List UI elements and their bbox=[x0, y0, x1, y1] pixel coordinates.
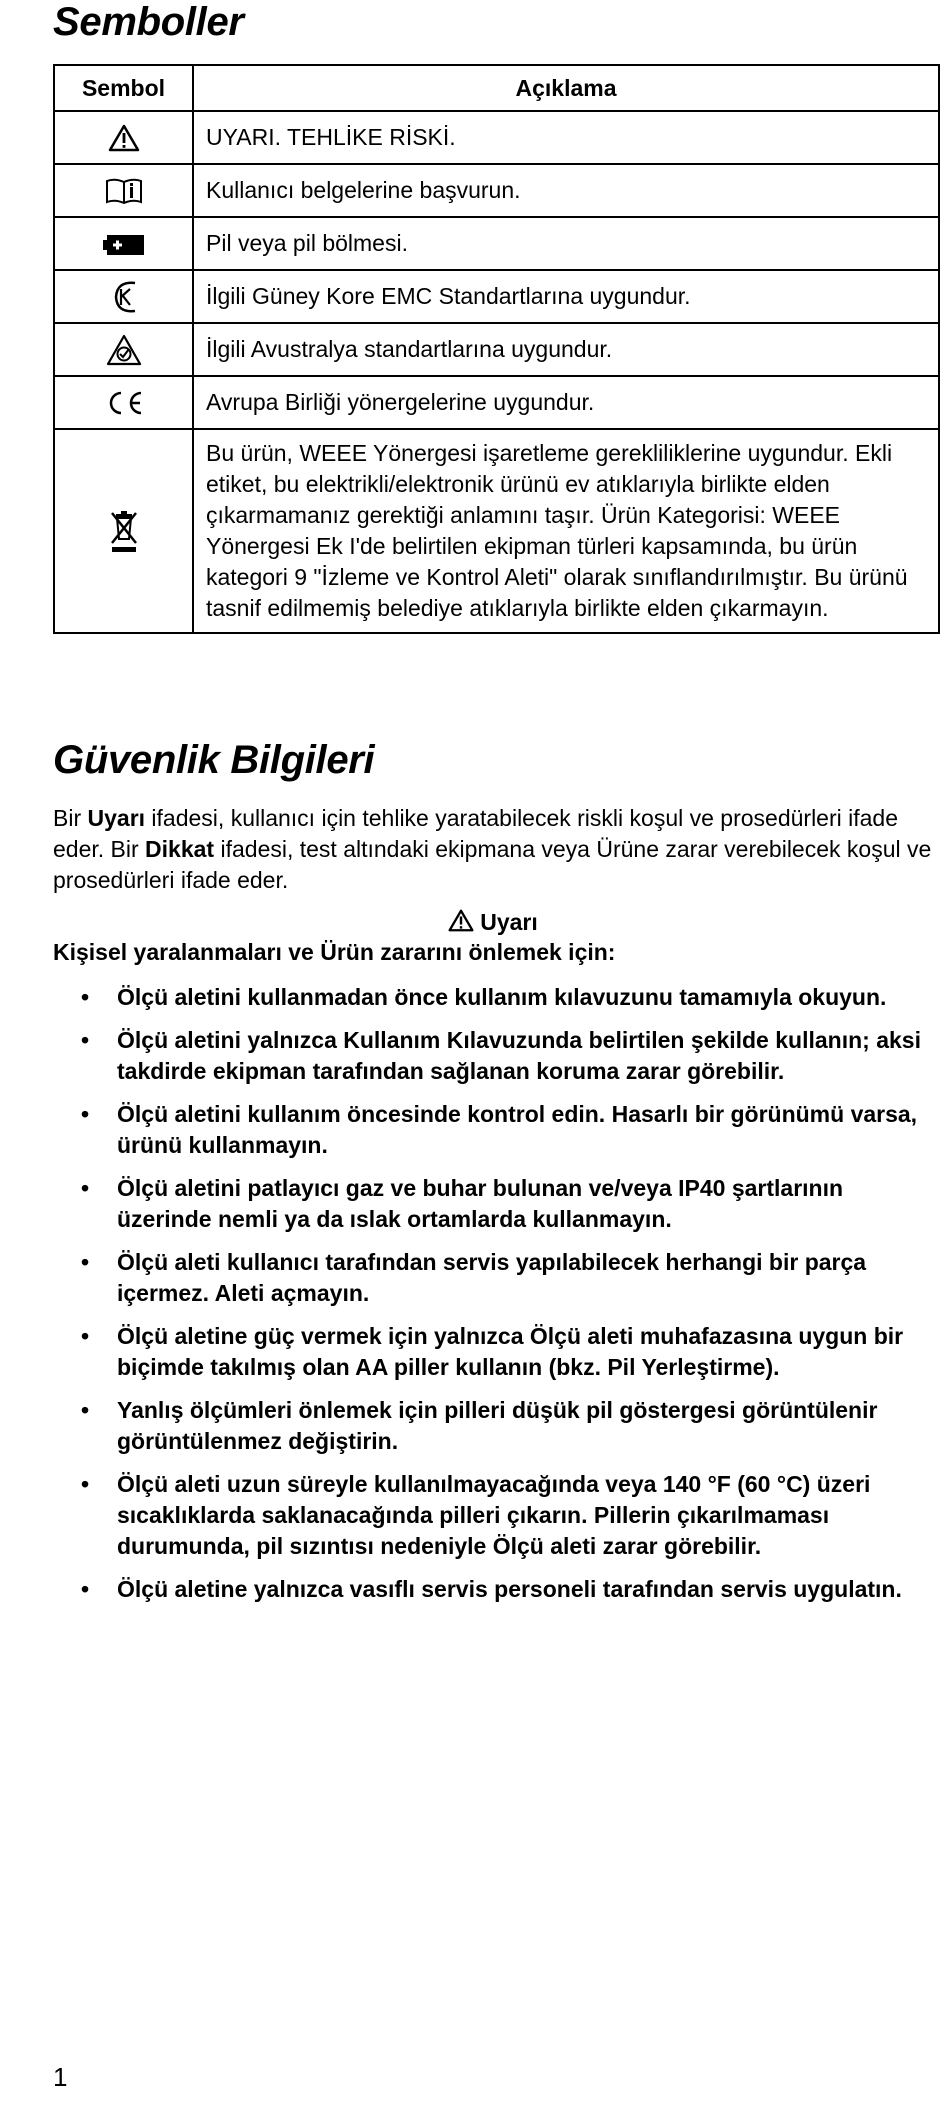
bullet-marker: • bbox=[81, 1027, 90, 1053]
warning-intro: Kişisel yaralanmaları ve Ürün zararını önlemek için: bbox=[53, 939, 616, 965]
warning-triangle-icon bbox=[448, 909, 474, 932]
symbols-title: Semboller bbox=[53, 0, 244, 44]
table-row bbox=[54, 323, 939, 376]
ce-mark-icon bbox=[104, 390, 144, 416]
list-item bbox=[53, 1469, 943, 1562]
symbol-column-header: Sembol bbox=[54, 65, 193, 111]
table-row bbox=[54, 111, 939, 164]
bullet-marker: • bbox=[81, 984, 90, 1010]
bullet-marker: • bbox=[81, 1249, 90, 1275]
symbol-description: Bu ürün, WEEE Yönergesi işaretleme gerekliliklerine uygundur. Ekli etiket, bu elektrikli/elektronik ürünü ev atıklarıyla birlikte elden çıkarmamanız gerektiği anlamını taşır. Ürün Kategorisi: WEEE Yönergesi Ek I'de belirtilen ekipman türleri kapsamında, bu ürün kategori 9 "İzleme ve Kontrol Aleti" olarak sınıflandırılmıştır. Bu ürünü tasnif edilmemiş belediye atıklarıyla birlikte elden çıkarmayın. bbox=[193, 429, 939, 633]
warning-heading-label: Uyarı bbox=[480, 909, 538, 935]
list-item bbox=[53, 1321, 943, 1383]
list-item-text: Yanlış ölçümleri önlemek için pilleri düşük pil göstergesi görüntülenir görüntülenmez değiştirin. bbox=[117, 1397, 878, 1454]
page-number: 1 bbox=[53, 2062, 68, 2092]
symbol-description: UYARI. TEHLİKE RİSKİ. bbox=[193, 111, 939, 164]
list-item bbox=[53, 1173, 943, 1235]
bullet-marker: • bbox=[81, 1101, 90, 1127]
list-item bbox=[53, 982, 943, 1013]
warning-bullet-list bbox=[53, 982, 943, 1617]
table-header-row bbox=[54, 65, 939, 111]
list-item-text: Ölçü aleti kullanıcı tarafından servis yapılabilecek herhangi bir parça içermez. Aleti açmayın. bbox=[117, 1249, 867, 1306]
table-row bbox=[54, 376, 939, 429]
list-item bbox=[53, 1099, 943, 1161]
battery-icon bbox=[103, 234, 145, 256]
list-item-text: Ölçü aletine yalnızca vasıflı servis personeli tarafından servis uygulatın. bbox=[117, 1576, 902, 1602]
user-manual-icon bbox=[105, 178, 143, 204]
table-row bbox=[54, 217, 939, 270]
list-item-text: Ölçü aletini kullanmadan önce kullanım kılavuzunu tamamıyla okuyun. bbox=[117, 984, 887, 1010]
symbol-description: İlgili Avustralya standartlarına uygundur. bbox=[193, 323, 939, 376]
table-row bbox=[54, 429, 939, 633]
symbol-description: Avrupa Birliği yönergelerine uygundur. bbox=[193, 376, 939, 429]
symbol-description: İlgili Güney Kore EMC Standartlarına uygundur. bbox=[193, 270, 939, 323]
bullet-marker: • bbox=[81, 1576, 90, 1602]
list-item bbox=[53, 1574, 943, 1605]
symbol-description: Kullanıcı belgelerine başvurun. bbox=[193, 164, 939, 217]
warning-heading bbox=[53, 909, 933, 936]
bullet-marker: • bbox=[81, 1175, 90, 1201]
caution-term: Dikkat bbox=[145, 836, 215, 862]
safety-intro-paragraph bbox=[53, 803, 933, 896]
bullet-marker: • bbox=[81, 1471, 90, 1497]
list-item bbox=[53, 1395, 943, 1457]
list-item-text: Ölçü aletini yalnızca Kullanım Kılavuzunda belirtilen şekilde kullanın; aksi takdirde ekipman tarafından sağlanan koruma zarar görebilir. bbox=[117, 1027, 921, 1084]
korea-kc-mark-icon bbox=[111, 279, 137, 315]
list-item-text: Ölçü aletini kullanım öncesinde kontrol edin. Hasarlı bir görünümü varsa, ürünü kullanmayın. bbox=[117, 1101, 918, 1158]
symbols-table bbox=[53, 64, 940, 634]
intro-text: ifadesi, kullanıcı için tehlike yaratabilecek riskli koşul ve prosedürleri ifade eder. Bir bbox=[53, 805, 899, 862]
list-item bbox=[53, 1247, 943, 1309]
intro-text: ifadesi, test altındaki ekipmana veya Ürüne zarar verebilecek koşul ve prosedürleri ifade eder. bbox=[53, 836, 932, 893]
warning-term: Uyarı bbox=[87, 805, 146, 831]
table-row bbox=[54, 164, 939, 217]
table-row bbox=[54, 270, 939, 323]
australia-rcm-mark-icon bbox=[106, 334, 142, 366]
list-item bbox=[53, 1025, 943, 1087]
list-item-text: Ölçü aletini patlayıcı gaz ve buhar bulunan ve/veya IP40 şartlarının üzerinde nemli ya da ıslak ortamlarda kullanmayın. bbox=[117, 1175, 844, 1232]
bullet-marker: • bbox=[81, 1323, 90, 1349]
weee-crossed-bin-icon bbox=[109, 507, 139, 555]
list-item-text: Ölçü aletine güç vermek için yalnızca Ölçü aleti muhafazasına uygun bir biçimde takılmış olan AA piller kullanın (bkz. Pil Yerleştirme). bbox=[117, 1323, 904, 1380]
symbol-description: Pil veya pil bölmesi. bbox=[193, 217, 939, 270]
description-column-header: Açıklama bbox=[193, 65, 939, 111]
bullet-marker: • bbox=[81, 1397, 90, 1423]
list-item-text: Ölçü aleti uzun süreyle kullanılmayacağında veya 140 °F (60 °C) üzeri sıcaklıklarda saklanacağında pilleri çıkarın. Pillerin çıkarılmaması durumunda, pil sızıntısı nedeniyle Ölçü aleti zarar görebilir. bbox=[117, 1471, 871, 1559]
warning-triangle-icon bbox=[108, 124, 140, 152]
safety-title: Güvenlik Bilgileri bbox=[53, 738, 375, 782]
intro-text: Bir bbox=[53, 805, 88, 831]
